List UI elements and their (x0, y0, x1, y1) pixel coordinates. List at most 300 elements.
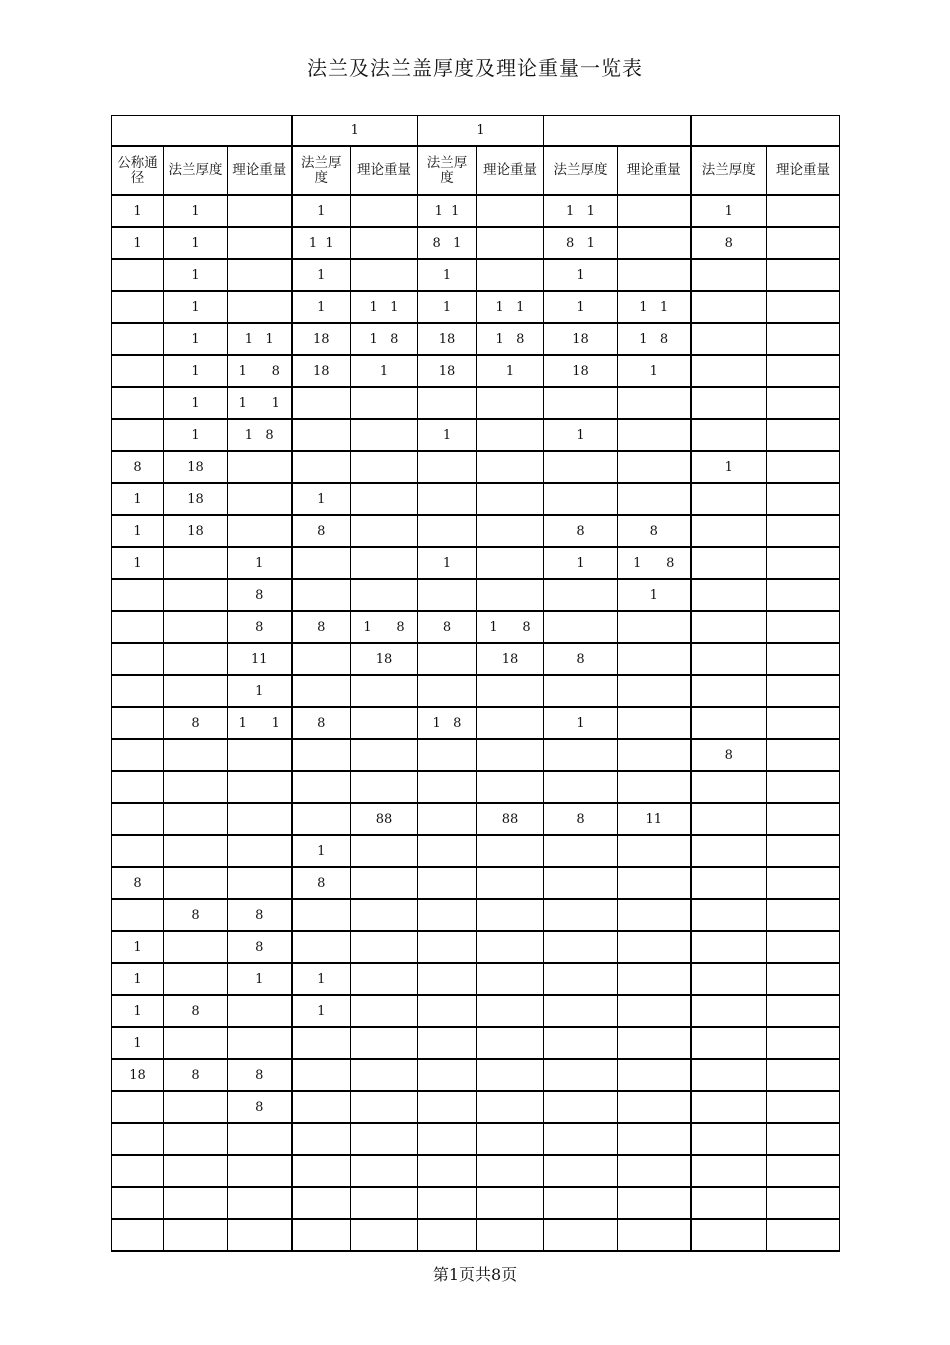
table-row (112, 771, 840, 803)
table-row (112, 963, 840, 995)
table-cell (477, 707, 544, 739)
table-cell: 1 1 (228, 387, 292, 419)
table-cell (418, 771, 477, 803)
table-cell (112, 803, 164, 835)
table-cell (228, 451, 292, 483)
table-cell: 18 (418, 355, 477, 387)
table-row (112, 515, 840, 547)
table-cell (767, 931, 840, 963)
group-header-cell: 1 (418, 116, 544, 147)
table-row (112, 227, 840, 259)
table-cell: 1 1 (351, 291, 418, 323)
table-cell: 8 (544, 803, 618, 835)
table-cell (112, 1219, 164, 1251)
table-cell (767, 899, 840, 931)
table-cell (164, 1091, 228, 1123)
table-cell (418, 835, 477, 867)
table-cell (691, 899, 767, 931)
table-cell (691, 579, 767, 611)
table-cell: 1 (418, 419, 477, 451)
table-cell (691, 803, 767, 835)
table-cell: 8 (292, 515, 351, 547)
table-row (112, 611, 840, 643)
table-cell (112, 707, 164, 739)
table-cell (418, 1219, 477, 1251)
table-row (112, 707, 840, 739)
table-cell (418, 675, 477, 707)
table-cell: 8 1 (418, 227, 477, 259)
table-row (112, 259, 840, 291)
table-cell (418, 803, 477, 835)
table-cell (477, 899, 544, 931)
table-cell (544, 931, 618, 963)
table-row (112, 451, 840, 483)
table-cell (767, 323, 840, 355)
table-cell: 1 (292, 259, 351, 291)
table-cell (418, 579, 477, 611)
column-header: 理论重量 (477, 146, 544, 195)
table-cell: 1 (691, 195, 767, 227)
table-cell (351, 515, 418, 547)
table-cell (292, 419, 351, 451)
table-cell (112, 643, 164, 675)
table-cell (544, 867, 618, 899)
table-cell (767, 643, 840, 675)
table-cell (292, 579, 351, 611)
table-cell (767, 579, 840, 611)
table-cell: 1 (544, 547, 618, 579)
table-cell: 1 (112, 931, 164, 963)
table-cell (477, 547, 544, 579)
table-cell (767, 1155, 840, 1187)
table-cell: 1 8 (228, 355, 292, 387)
table-cell (292, 1123, 351, 1155)
table-cell: 1 (292, 995, 351, 1027)
table-cell (477, 1123, 544, 1155)
table-cell: 8 (418, 611, 477, 643)
table-cell (418, 515, 477, 547)
table-cell (228, 1027, 292, 1059)
table-cell (618, 259, 691, 291)
table-cell: 8 (228, 1059, 292, 1091)
table-cell (477, 931, 544, 963)
table-cell: 1 (164, 195, 228, 227)
table-cell (618, 867, 691, 899)
table-row (112, 1187, 840, 1219)
table-cell: 1 (228, 547, 292, 579)
table-cell (112, 579, 164, 611)
table-cell (691, 1091, 767, 1123)
table-cell (618, 451, 691, 483)
table-cell: 1 (164, 259, 228, 291)
table-cell (228, 515, 292, 547)
table-cell (351, 739, 418, 771)
table-cell: 8 (164, 1059, 228, 1091)
table-cell: 1 (228, 675, 292, 707)
table-cell (112, 739, 164, 771)
table-cell (418, 867, 477, 899)
table-cell (691, 643, 767, 675)
table-cell: 1 (618, 579, 691, 611)
table-cell (351, 1059, 418, 1091)
table-cell (351, 227, 418, 259)
table-cell (292, 803, 351, 835)
table-cell (691, 291, 767, 323)
table-cell: 1 (164, 355, 228, 387)
table-cell: 18 (418, 323, 477, 355)
table-cell (112, 835, 164, 867)
table-cell: 88 (351, 803, 418, 835)
table-cell (618, 707, 691, 739)
table-cell (618, 611, 691, 643)
table-cell (418, 899, 477, 931)
table-cell: 18 (164, 515, 228, 547)
table-cell (767, 675, 840, 707)
table-cell (228, 835, 292, 867)
table-cell: 1 (292, 963, 351, 995)
table-cell (112, 771, 164, 803)
table-cell (228, 867, 292, 899)
table-cell (691, 259, 767, 291)
table-cell (691, 1155, 767, 1187)
table-cell (351, 419, 418, 451)
table-cell (691, 323, 767, 355)
table-cell (112, 675, 164, 707)
table-cell: 8 (228, 931, 292, 963)
table-cell (691, 707, 767, 739)
table-cell (767, 611, 840, 643)
table-row (112, 867, 840, 899)
table-cell: 8 (618, 515, 691, 547)
table-cell (544, 995, 618, 1027)
table-cell (767, 387, 840, 419)
table-cell: 1 (112, 547, 164, 579)
table-cell (618, 227, 691, 259)
table-cell (292, 739, 351, 771)
table-cell (477, 995, 544, 1027)
table-cell (112, 259, 164, 291)
table-cell (691, 419, 767, 451)
table-cell (164, 803, 228, 835)
table-cell (351, 1027, 418, 1059)
table-cell (618, 771, 691, 803)
table-cell (691, 483, 767, 515)
table-cell (544, 1219, 618, 1251)
table-cell: 8 (112, 451, 164, 483)
table-cell: 1 (418, 547, 477, 579)
table-cell (544, 963, 618, 995)
table-cell: 1 1 (228, 323, 292, 355)
table-cell (767, 995, 840, 1027)
table-cell (544, 835, 618, 867)
table-cell (292, 1187, 351, 1219)
page-title: 法兰及法兰盖厚度及理论重量一览表 (307, 56, 643, 80)
table-cell (477, 739, 544, 771)
table-cell (767, 1219, 840, 1251)
table-cell (767, 771, 840, 803)
table-row (112, 1123, 840, 1155)
table-cell (544, 1187, 618, 1219)
table-cell: 18 (351, 643, 418, 675)
table-cell (767, 707, 840, 739)
table-cell (351, 259, 418, 291)
table-cell (228, 739, 292, 771)
table-cell (164, 867, 228, 899)
table-row (112, 323, 840, 355)
table-cell (767, 227, 840, 259)
table-cell (477, 483, 544, 515)
table-cell: 1 (544, 291, 618, 323)
table-cell: 1 (477, 355, 544, 387)
table-cell (767, 419, 840, 451)
table-cell (767, 963, 840, 995)
table-cell (544, 1059, 618, 1091)
table-row (112, 1219, 840, 1251)
table-cell (351, 483, 418, 515)
table-cell: 8 (164, 995, 228, 1027)
table-cell: 11 (618, 803, 691, 835)
table-cell (767, 835, 840, 867)
table-cell: 18 (164, 483, 228, 515)
table-cell (228, 1187, 292, 1219)
table-cell (292, 1027, 351, 1059)
table-cell: 1 8 (351, 323, 418, 355)
table-cell: 1 (544, 707, 618, 739)
table-cell: 88 (477, 803, 544, 835)
table-cell (112, 355, 164, 387)
table-cell (544, 1155, 618, 1187)
table-cell (618, 675, 691, 707)
table-cell (228, 259, 292, 291)
column-header: 公称通径 (112, 146, 164, 195)
table-cell (112, 611, 164, 643)
table-cell: 1 (351, 355, 418, 387)
table-cell: 1 1 (544, 195, 618, 227)
table-cell: 1 (618, 355, 691, 387)
table-cell (112, 1155, 164, 1187)
table-cell (164, 771, 228, 803)
table-cell (228, 195, 292, 227)
table-cell (228, 483, 292, 515)
table-cell (691, 995, 767, 1027)
table-cell (351, 1155, 418, 1187)
table-cell (418, 1187, 477, 1219)
table-cell (544, 1091, 618, 1123)
table-cell (691, 1219, 767, 1251)
table-cell (618, 963, 691, 995)
table-cell: 8 (544, 515, 618, 547)
table-cell (164, 579, 228, 611)
table-cell: 1 1 (292, 227, 351, 259)
table-cell (477, 387, 544, 419)
table-cell (691, 387, 767, 419)
table-cell (418, 995, 477, 1027)
table-cell (112, 387, 164, 419)
table-cell (691, 355, 767, 387)
table-cell (418, 1155, 477, 1187)
table-cell: 8 (228, 1091, 292, 1123)
table-cell (351, 771, 418, 803)
table-cell (691, 1123, 767, 1155)
table-cell: 8 (691, 739, 767, 771)
table-cell (164, 739, 228, 771)
column-header: 法兰厚度 (691, 146, 767, 195)
table-row (112, 419, 840, 451)
table-cell (477, 867, 544, 899)
table-cell (767, 1091, 840, 1123)
table-cell (618, 739, 691, 771)
table-cell (351, 1123, 418, 1155)
table-cell (691, 611, 767, 643)
table-cell (544, 1027, 618, 1059)
group-header-cell (691, 116, 840, 147)
table-cell (292, 1219, 351, 1251)
table-cell (618, 1059, 691, 1091)
table-cell (418, 483, 477, 515)
table-cell (418, 451, 477, 483)
table-cell: 8 (228, 899, 292, 931)
table-cell (477, 675, 544, 707)
table-row (112, 995, 840, 1027)
table-cell (477, 579, 544, 611)
table-cell (418, 1123, 477, 1155)
table-cell (228, 995, 292, 1027)
column-header: 法兰厚度 (292, 146, 351, 195)
table-cell (112, 291, 164, 323)
table-cell (351, 963, 418, 995)
table-row (112, 1027, 840, 1059)
table-cell (618, 1123, 691, 1155)
table-cell: 1 8 (477, 323, 544, 355)
table-cell (767, 803, 840, 835)
table-cell (112, 419, 164, 451)
table-cell: 1 (292, 195, 351, 227)
table-cell (228, 1219, 292, 1251)
table-cell: 1 (228, 963, 292, 995)
table-cell (767, 1187, 840, 1219)
table-cell: 18 (477, 643, 544, 675)
table-cell (228, 803, 292, 835)
table-cell (544, 611, 618, 643)
table-cell (418, 1059, 477, 1091)
table-cell (164, 611, 228, 643)
table-cell (351, 835, 418, 867)
table-cell: 8 (112, 867, 164, 899)
table-row (112, 643, 840, 675)
table-cell (112, 899, 164, 931)
table-cell (351, 995, 418, 1027)
table-cell (544, 1123, 618, 1155)
table-row (112, 803, 840, 835)
table-cell (164, 1027, 228, 1059)
table-row (112, 195, 840, 227)
table-cell: 1 (691, 451, 767, 483)
table-cell (477, 1155, 544, 1187)
table-cell (767, 867, 840, 899)
table-cell (477, 963, 544, 995)
table-cell (767, 259, 840, 291)
table-cell (292, 643, 351, 675)
table-cell (477, 227, 544, 259)
table-cell (418, 643, 477, 675)
column-header-row (112, 146, 840, 195)
table-cell (618, 483, 691, 515)
table-cell: 1 8 (228, 419, 292, 451)
table-cell (691, 515, 767, 547)
table-cell (351, 547, 418, 579)
table-cell (544, 451, 618, 483)
table-cell (691, 867, 767, 899)
table-cell (477, 259, 544, 291)
table-cell (292, 1091, 351, 1123)
table-cell (618, 1027, 691, 1059)
table-cell (618, 835, 691, 867)
group-header-row (112, 116, 840, 147)
table-row (112, 835, 840, 867)
table-row (112, 387, 840, 419)
table-cell: 8 (292, 867, 351, 899)
table-cell (767, 483, 840, 515)
table-cell (691, 547, 767, 579)
table-cell (292, 1059, 351, 1091)
table-cell (164, 675, 228, 707)
table-cell (618, 1155, 691, 1187)
table-cell (112, 1187, 164, 1219)
table-cell (477, 419, 544, 451)
table-cell: 8 (691, 227, 767, 259)
table-cell (544, 899, 618, 931)
table-cell: 1 (164, 227, 228, 259)
table-cell (292, 547, 351, 579)
table-cell: 8 (164, 707, 228, 739)
table-cell (418, 931, 477, 963)
table-cell (767, 451, 840, 483)
table-cell (418, 387, 477, 419)
table-cell (544, 387, 618, 419)
table-cell (477, 515, 544, 547)
table-row (112, 355, 840, 387)
table-cell: 1 8 (351, 611, 418, 643)
table-cell (767, 515, 840, 547)
column-header: 法兰厚度 (544, 146, 618, 195)
table-cell (691, 1027, 767, 1059)
page-footer: 第1页共8页 (432, 1265, 518, 1284)
table-row (112, 899, 840, 931)
table-cell: 1 1 (418, 195, 477, 227)
group-header-cell (112, 116, 292, 147)
table-cell: 1 (164, 387, 228, 419)
table-cell: 1 8 (477, 611, 544, 643)
table-cell: 8 (292, 707, 351, 739)
table-cell (767, 739, 840, 771)
table-cell (477, 835, 544, 867)
table-cell: 8 (292, 611, 351, 643)
table-cell (544, 483, 618, 515)
table-cell (292, 899, 351, 931)
table-cell: 1 (112, 963, 164, 995)
table-cell (351, 1187, 418, 1219)
table-cell (112, 1123, 164, 1155)
table-cell: 1 (112, 483, 164, 515)
table-cell (228, 1123, 292, 1155)
table-cell (618, 419, 691, 451)
table-row (112, 1155, 840, 1187)
table-cell (418, 1091, 477, 1123)
table-cell (351, 1091, 418, 1123)
table-cell (618, 387, 691, 419)
table-cell (228, 291, 292, 323)
table-cell: 1 8 (618, 323, 691, 355)
